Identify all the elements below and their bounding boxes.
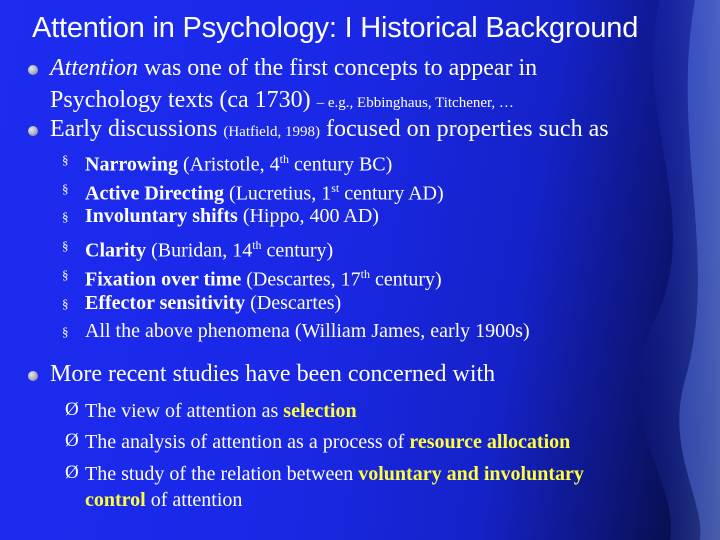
property-period: century)	[261, 239, 334, 262]
recent-item	[85, 398, 357, 424]
intro-item-2-start: Early discussions	[50, 116, 224, 142]
property-item	[85, 204, 379, 228]
recent-item-highlight: control	[85, 489, 146, 511]
intro-item-1-line2-text: Psychology texts (ca 1730)	[50, 87, 317, 113]
recent-item-text: The analysis of attention as a process of	[85, 431, 410, 453]
square-bullet-icon: §	[62, 238, 69, 254]
property-item	[85, 319, 530, 343]
bullet-icon	[28, 371, 38, 381]
recent-item-highlight: resource allocation	[409, 431, 571, 453]
property-name: Narrowing	[85, 153, 178, 176]
property-ordinal: th	[279, 152, 289, 166]
property-name: Fixation over time	[85, 268, 242, 291]
square-bullet-icon: §	[62, 266, 69, 282]
intro-item-1-examples: – e.g., Ebbinghaus, Titchener, …	[316, 95, 514, 111]
property-item	[85, 291, 341, 315]
arrow-bullet-icon: Ø	[65, 399, 79, 420]
square-bullet-icon: §	[62, 295, 69, 311]
property-source: (Descartes, 17	[241, 268, 361, 291]
slide-title: Attention in Psychology: I Historical Background	[32, 12, 639, 44]
property-item	[85, 233, 333, 263]
intro-item-2-end: focused on properties such as	[319, 116, 609, 142]
arrow-bullet-icon: Ø	[65, 462, 79, 483]
square-bullet-icon: §	[62, 152, 69, 167]
property-ordinal: th	[360, 266, 371, 281]
property-ordinal: st	[331, 180, 340, 195]
property-item	[85, 262, 442, 292]
property-source: (Lucretius, 1	[224, 182, 332, 205]
property-name: Effector sensitivity	[85, 291, 246, 314]
intro-item-1-line2	[50, 86, 514, 118]
property-source: All the above phenomena (William James, early 1900s)	[85, 320, 530, 343]
intro-item-1-text: was one of the first concepts to appear in	[137, 55, 538, 81]
intro-item-1-italic: Attention	[50, 55, 138, 81]
recent-item-text: The study of the relation between	[85, 463, 359, 485]
recent-item-3-line2	[85, 487, 242, 513]
recent-heading: More recent studies have been concerned with	[50, 361, 496, 387]
bullet-icon	[28, 65, 38, 75]
property-source: (Descartes)	[245, 291, 342, 314]
arrow-bullet-icon: Ø	[65, 430, 79, 451]
square-bullet-icon: §	[62, 209, 69, 225]
recent-item-text: of attention	[145, 489, 243, 511]
property-name: Active Directing	[85, 182, 225, 205]
property-source: (Buridan, 14	[146, 239, 253, 262]
property-ordinal: th	[252, 238, 262, 253]
recent-item	[85, 461, 584, 487]
property-period: century BC)	[288, 153, 393, 176]
property-period: century)	[370, 268, 442, 291]
intro-item-1	[50, 54, 537, 83]
property-name: Involuntary shifts	[85, 205, 238, 228]
property-name: Clarity	[85, 239, 147, 262]
recent-item-highlight: voluntary and involuntary	[358, 463, 584, 485]
recent-item-highlight: selection	[283, 400, 357, 422]
square-bullet-icon: §	[62, 324, 69, 340]
property-item	[85, 147, 392, 177]
intro-item-2-citation: (Hatfield, 1998)	[223, 124, 320, 140]
recent-item	[85, 429, 570, 455]
property-period: century AD)	[339, 182, 444, 205]
recent-item-text: The view of attention as	[85, 400, 284, 422]
bullet-icon	[28, 126, 38, 136]
property-source: (Aristotle, 4	[177, 153, 280, 176]
property-source: (Hippo, 400 AD)	[237, 205, 379, 228]
intro-item-2	[50, 115, 609, 147]
property-item	[85, 176, 444, 206]
square-bullet-icon: §	[62, 180, 69, 196]
